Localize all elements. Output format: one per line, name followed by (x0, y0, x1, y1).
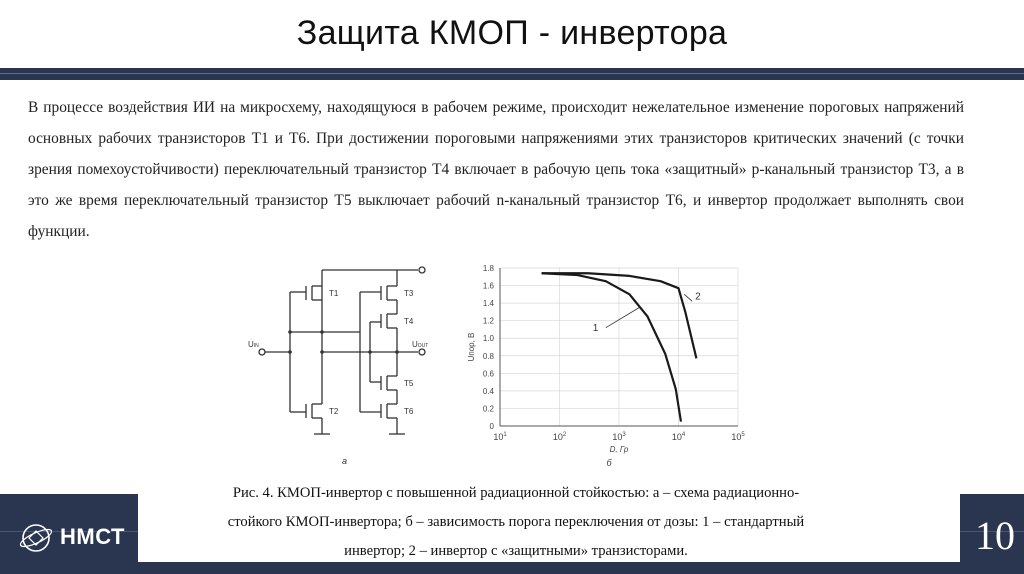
y-tick-label: 1.0 (482, 334, 494, 344)
series-1-label: 1 (592, 323, 599, 335)
slide-title: Защита КМОП - инвертора (296, 14, 728, 52)
y-tick-label: 1.8 (482, 264, 494, 273)
logo-text: НМСТ (60, 524, 125, 549)
series-1-leader (606, 308, 640, 328)
nmst-logo-icon (18, 520, 54, 556)
y-tick-label: 1.6 (482, 281, 494, 291)
x-tick-label: $10^5$ (731, 432, 745, 442)
x-tick-label: $10^1$ (493, 432, 507, 442)
page-number: 10 (975, 513, 1015, 558)
threshold-vs-dose-chart (460, 258, 750, 470)
series-line-1 (542, 273, 681, 421)
y-tick-label: 0.6 (482, 369, 494, 379)
input-sub: IN (253, 343, 259, 349)
figure-a-label: а (342, 456, 348, 466)
x-tick-label: $10^4$ (671, 432, 686, 442)
caption-line-1: Рис. 4. КМОП-инвертор с повышенной радиационной стойкостью: а – схема радиационно- (232, 485, 800, 501)
y-tick-label: 1.2 (482, 316, 494, 326)
y-tick-label: 0.8 (482, 351, 494, 361)
output-label: U (412, 340, 418, 349)
input-terminal (259, 349, 265, 355)
supply-terminal (419, 267, 425, 273)
y-axis-title: Uпор, В (467, 332, 476, 362)
figure-b-label: б (606, 458, 612, 468)
label-t2: T2 (329, 407, 339, 416)
svg-text:UOUT (412, 340, 428, 349)
label-t3: T3 (404, 289, 414, 298)
label-t6: T6 (404, 407, 414, 416)
y-tick-label: 0.4 (482, 386, 494, 396)
output-sub: OUT (417, 343, 429, 349)
caption-line-3: инвертор; 2 – инвертор с «защитными» транзисторами. (344, 543, 688, 559)
y-tick-label: 1.4 (482, 299, 494, 309)
label-t4: T4 (404, 317, 414, 326)
x-axis-title: D, Гр (609, 445, 629, 454)
output-terminal (419, 349, 425, 355)
caption-line-2: стойкого КМОП-инвертора; б – зависимость порога переключения от дозы: 1 – стандартный (227, 514, 805, 530)
series-2-label: 2 (695, 291, 701, 303)
label-t1: T1 (329, 289, 339, 298)
figure-caption (176, 479, 856, 566)
input-label: U (248, 340, 254, 349)
body-paragraph: В процессе воздействия ИИ на микросхему, находящуюся в рабочем режиме, происходит нежелательное изменение пороговых напряжений основных рабочих транзисторов Т1 и Т6. При достижении пороговыми напряжениями этих транзисторов критических значений (с точки зрения помехоустойчивости) переключательный транзистор Т4 включает в рабочую цепь тока «защитный» р-канальный транзистор Т3, а в это же время переключательный транзистор Т5 выключает рабочий n-канальный транзистор Т6, и инвертор продолжает выполнять свои функции. (28, 99, 964, 240)
x-tick-label: $10^3$ (612, 432, 626, 442)
label-t5: T5 (404, 379, 414, 388)
x-tick-label: $10^2$ (552, 432, 567, 442)
cmos-inverter-circuit (242, 252, 452, 472)
y-tick-label: 0 (489, 422, 494, 431)
series-2-leader (684, 294, 692, 301)
title-divider-band (0, 68, 1024, 80)
y-tick-label: 0.2 (482, 404, 494, 414)
svg-text:UIN (248, 340, 259, 349)
